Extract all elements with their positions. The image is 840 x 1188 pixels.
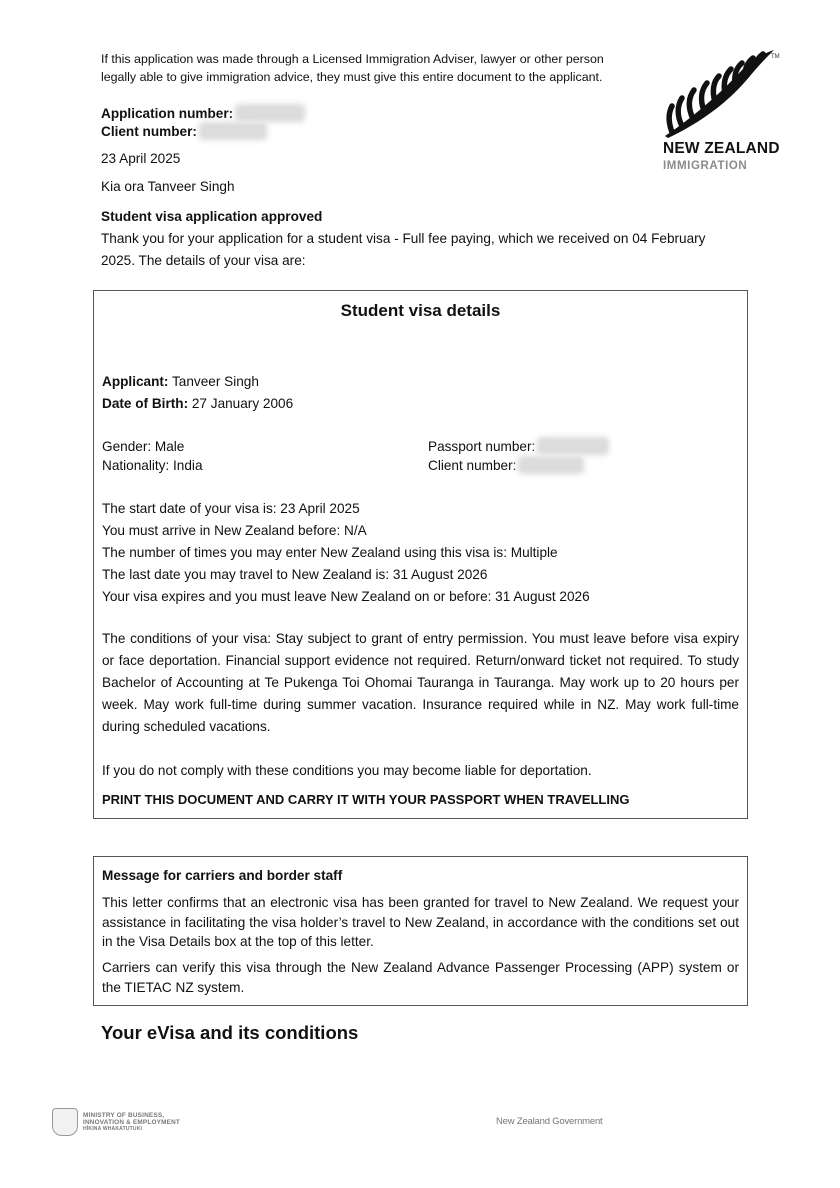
visa-expiry: Your visa expires and you must leave New Zealand on or before: 31 August 2026 xyxy=(102,589,590,604)
mbie-text xyxy=(83,1112,180,1133)
dob-value: 27 January 2006 xyxy=(188,396,294,411)
greeting: Kia ora Tanveer Singh xyxy=(101,179,235,194)
carriers-title: Message for carriers and border staff xyxy=(102,868,343,883)
nz-immigration-logo xyxy=(660,48,790,178)
application-number-label: Application number: xyxy=(101,106,234,121)
adviser-notice-line: If this application was made through a Licensed Immigration Adviser, lawyer or other person xyxy=(101,52,604,66)
adviser-notice xyxy=(101,50,646,86)
mbie-footer-logo xyxy=(52,1108,180,1136)
carriers-paragraph-1: This letter confirms that an electronic visa has been granted for travel to New Zealand. We request your assistance in facilitating the visa holder’s travel to New Zealand, in accordance with the conditions set out in the Visa Details box at the top of this letter. xyxy=(102,895,739,949)
passport-number-label: Passport number: xyxy=(428,439,536,454)
client-number xyxy=(101,123,265,141)
redacted-visa-client-number xyxy=(520,458,582,472)
visa-details-box xyxy=(93,290,748,819)
entries-allowed: The number of times you may enter New Zealand using this visa is: Multiple xyxy=(102,545,558,560)
applicant-label: Applicant: xyxy=(102,374,169,389)
letter-date: 23 April 2025 xyxy=(101,151,181,166)
visa-conditions: The conditions of your visa: Stay subject to grant of entry permission. You must leave before visa expiry or face deportation. Financial support evidence not required. Return/onward ticket not required. To study Bachelor of Accounting at Te Pukenga Toi Ohomai Tauranga in Tauranga. May work up to 20 hours per week. May work full-time during summer vacation. Insurance required while in NZ. May work full-time during scheduled vacations. xyxy=(102,631,739,734)
last-travel-date: The last date you may travel to New Zealand is: 31 August 2026 xyxy=(102,567,488,582)
visa-client-number xyxy=(428,456,728,475)
arrive-before: You must arrive in New Zealand before: N/A xyxy=(102,523,367,538)
adviser-notice-line: legally able to give immigration advice, they must give this entire document to the applicant. xyxy=(101,70,603,84)
applicant-value: Tanveer Singh xyxy=(168,374,259,389)
evisa-heading: Your eVisa and its conditions xyxy=(101,1022,359,1043)
intro-paragraph: Thank you for your application for a student visa - Full fee paying, which we received on 04 February 2025. The details of your visa are: xyxy=(101,231,706,268)
visa-details-title: Student visa details xyxy=(340,301,501,320)
passport-number xyxy=(428,437,728,456)
nationality: Nationality: India xyxy=(102,458,203,473)
coat-of-arms-icon xyxy=(52,1108,78,1136)
redacted-passport-number xyxy=(539,439,607,453)
mbie-line: MINISTRY OF BUSINESS, xyxy=(83,1111,165,1119)
trademark-mark: TM xyxy=(771,54,780,60)
mbie-line: HĪKINA WHAKATUTUKI xyxy=(83,1125,143,1132)
gender: Gender: Male xyxy=(102,439,185,454)
nz-government-logo: New Zealand Government xyxy=(496,1116,603,1127)
approved-heading: Student visa application approved xyxy=(101,209,323,224)
client-number-label: Client number: xyxy=(101,124,197,139)
carriers-message-box xyxy=(93,856,748,1006)
silver-fern-icon xyxy=(662,48,780,140)
visa-start-date: The start date of your visa is: 23 April 2025 xyxy=(102,501,360,516)
dob-label: Date of Birth: xyxy=(102,396,189,411)
visa-client-number-label: Client number: xyxy=(428,458,517,473)
print-notice: PRINT THIS DOCUMENT AND CARRY IT WITH YOUR PASSPORT WHEN TRAVELLING xyxy=(102,792,630,807)
carriers-paragraph-2: Carriers can verify this visa through the New Zealand Advance Passenger Processing (APP) system or the TIETAC NZ system. xyxy=(102,960,739,995)
redacted-application-number xyxy=(237,106,303,120)
logo-country-name: NEW ZEALAND xyxy=(663,140,780,157)
redacted-client-number xyxy=(201,124,265,138)
application-number xyxy=(101,105,303,123)
applicant-row xyxy=(102,371,739,393)
logo-subtitle: IMMIGRATION xyxy=(663,160,748,172)
mbie-line: INNOVATION & EMPLOYMENT xyxy=(83,1118,181,1126)
comply-warning: If you do not comply with these conditions you may become liable for deportation. xyxy=(102,763,592,778)
dob-row xyxy=(102,393,739,415)
